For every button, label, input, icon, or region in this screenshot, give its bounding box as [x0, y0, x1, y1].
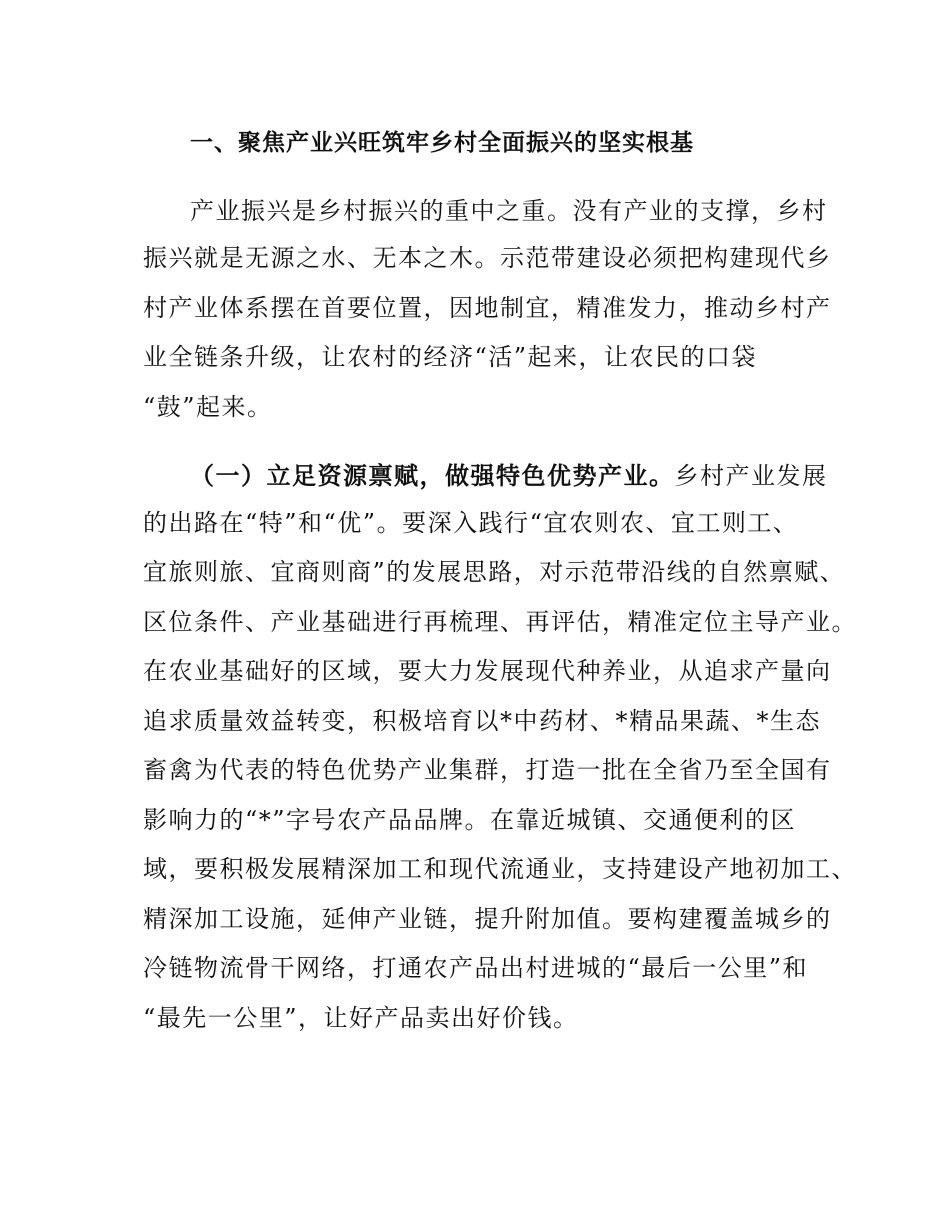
paragraph2-line: 宜旅则旅、宜商则商”的发展思路，对示范带沿线的自然禀赋、 — [143, 558, 846, 586]
paragraph1-line: 产业振兴是乡村振兴的重中之重。没有产业的支撑，乡村 — [190, 197, 828, 225]
paragraph1-line: “鼓”起来。 — [143, 393, 273, 421]
paragraph2-line: 在农业基础好的区域，要大力发展现代种养业，从追求产量向 — [143, 657, 832, 685]
paragraph2-line: “最先一公里”，让好产品卖出好价钱。 — [143, 1004, 579, 1032]
paragraph2-line: 追求质量效益转变，积极培育以*中药材、*精品果蔬、*生态 — [143, 707, 821, 735]
paragraph2-line: 影响力的“*”字号农产品品牌。在靠近城镇、交通便利的区 — [143, 806, 797, 834]
paragraph1-line: 村产业体系摆在首要位置，因地制宜，精准发力，推动乡村产 — [143, 294, 832, 322]
paragraph2-line: 域，要积极发展精深加工和现代流通业，支持建设产地初加工、 — [143, 855, 857, 883]
paragraph2-line: 畜禽为代表的特色优势产业集群，打造一批在全省乃至全国有 — [143, 756, 832, 784]
paragraph2-line: 精深加工设施，延伸产业链，提升附加值。要构建覆盖城乡的 — [143, 905, 832, 933]
paragraph1-line: 业全链条升级，让农村的经济“活”起来，让农民的口袋 — [143, 343, 758, 371]
paragraph2-line: 冷链物流骨干网络，打通农产品出村进城的“最后一公里”和 — [143, 954, 809, 982]
paragraph1-line: 振兴就是无源之水、无本之木。示范带建设必须把构建现代乡 — [143, 244, 832, 272]
paragraph2-lead-text: 乡村产业发展 — [674, 462, 828, 490]
section-heading: 一、聚焦产业兴旺筑牢乡村全面振兴的坚实根基 — [190, 130, 694, 156]
paragraph2-first-line — [190, 461, 828, 491]
paragraph2-line: 的出路在“特”和“优”。要深入践行“宜农则农、宜工则工、 — [143, 509, 799, 537]
subsection-title: （一）立足资源禀赋，做强特色优势产业。 — [190, 462, 675, 490]
paragraph2-line: 区位条件、产业基础进行再梳理、再评估，精准定位主导产业。 — [143, 608, 857, 636]
